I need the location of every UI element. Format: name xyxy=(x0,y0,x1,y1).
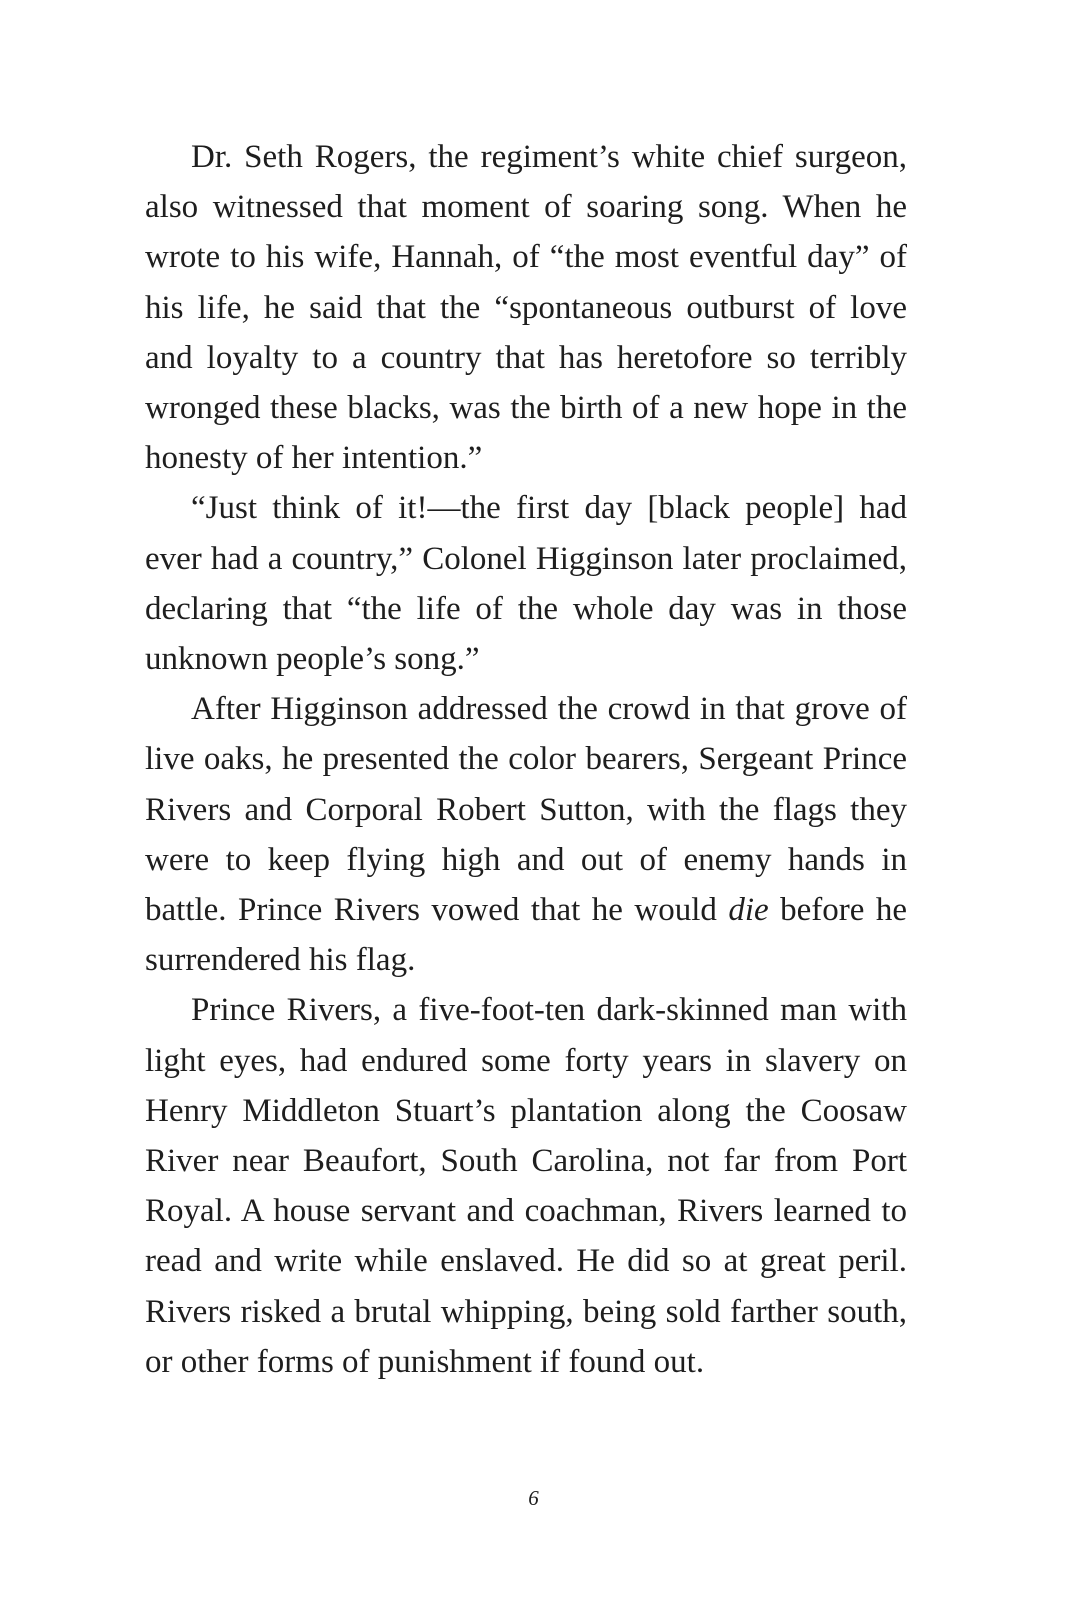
paragraph-1-text: Dr. Seth Rogers, the regiment’s white chief surgeon, also witnessed that moment of soaring song. When he wrote to his wife, Hannah, of “the most eventful day” of his life, he said that the “spontaneous outburst of love and loyalty to a country that has heretofore so terribly wronged these blacks, was the birth of a new hope in the honesty of her intention.” xyxy=(145,139,907,477)
paragraph-3 xyxy=(145,684,907,985)
paragraph-4 xyxy=(145,985,907,1387)
paragraph-3-text-b: before he surrendered his flag. xyxy=(145,892,908,979)
paragraph-4-text: Prince Rivers, a five-foot-ten dark-skinned man with light eyes, had endured some forty years in slavery on Henry Middleton Stuart’s plantation along the Coosaw River near Beaufort, South Carolina, not far from Port Royal. A house servant and coachman, Rivers learned to read and write while enslaved. He did so at great peril. Rivers risked a brutal whipping, being sold farther south, or other forms of punishment if found out. xyxy=(145,992,907,1380)
paragraph-3-text-a: After Higginson addressed the crowd in that grove of live oaks, he presented the color bearers, Sergeant Prince Rivers and Corporal Robert Sutton, with the flags they were to keep flying high and out of enemy hands in battle. Prince Rivers vowed that he would xyxy=(145,691,907,929)
paragraph-1 xyxy=(145,132,907,483)
body-text xyxy=(145,132,907,1387)
paragraph-2 xyxy=(145,483,907,684)
page-number: 6 xyxy=(528,1486,539,1510)
paragraph-2-text: “Just think of it!—the first day [black people] had ever had a country,” Colonel Higginson later proclaimed, declaring that “the life of the whole day was in those unknown people’s song.” xyxy=(145,490,907,678)
paragraph-3-italic-word: die xyxy=(728,892,769,929)
